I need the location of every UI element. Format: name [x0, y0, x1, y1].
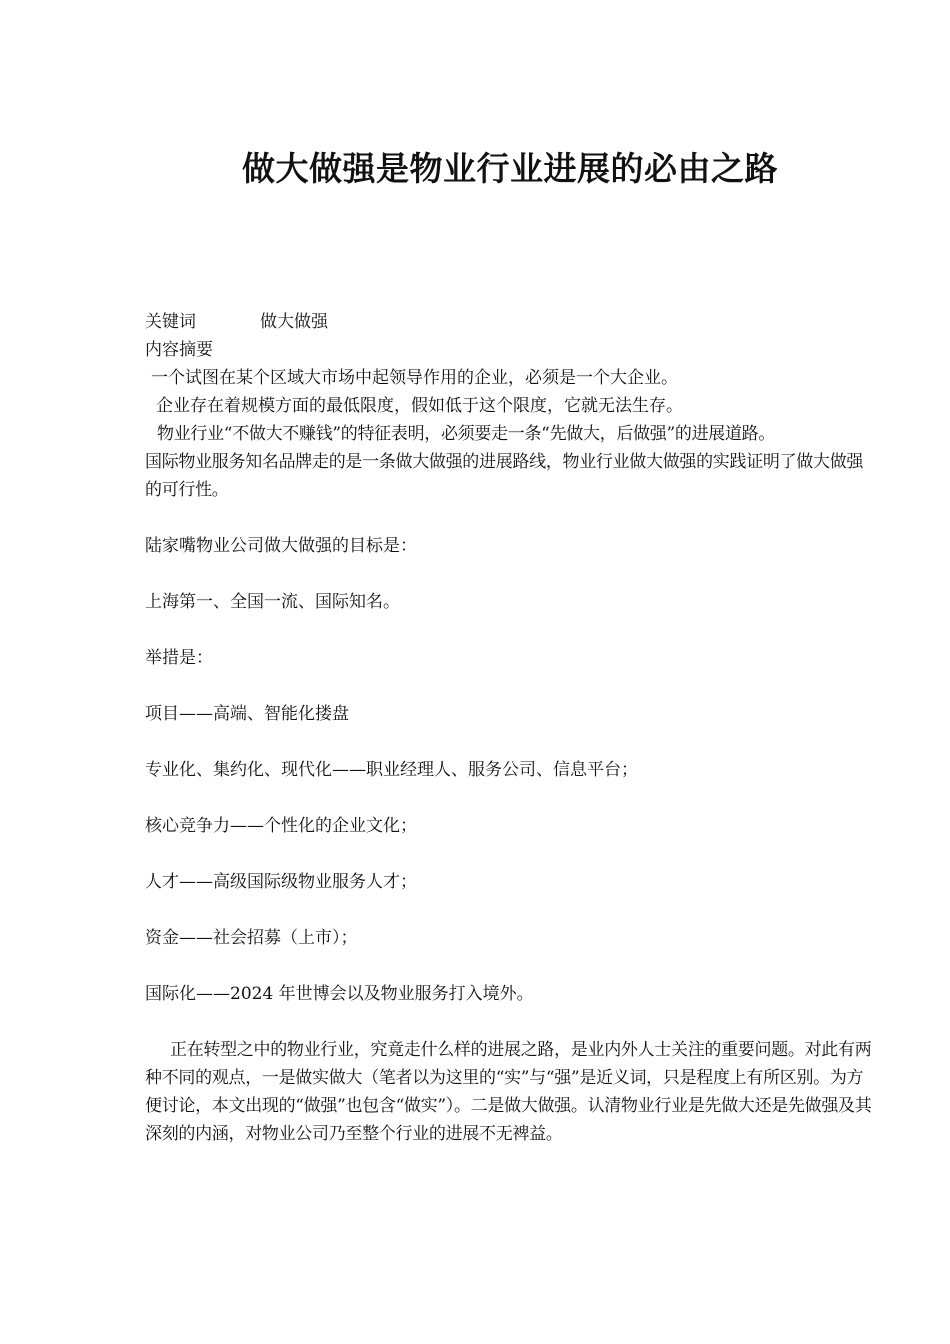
- measure-item: 项目——高端、智能化搂盘: [145, 704, 349, 724]
- measure-item: 国际化——2024 年世博会以及物业服务打入境外。: [145, 984, 534, 1004]
- keywords-row: [145, 308, 873, 336]
- keywords-label: 关键词: [145, 312, 196, 332]
- abstract-line: 企业存在着规模方面的最低限度，假如低于这个限度，它就无法生存。: [156, 396, 683, 416]
- measure-item: 核心竞争力——个性化的企业文化；: [145, 816, 417, 836]
- goal-intro: 陆家嘴物业公司做大做强的目标是：: [145, 536, 417, 556]
- abstract-line: 物业行业“不做大不赚钱”的特征表明，必须要走一条“先做大，后做强”的进展道路。: [157, 424, 776, 444]
- abstract-line: 国际物业服务知名品牌走的是一条做大做强的进展路线，物业行业做大做强的实践证明了做大做强的可行性。: [145, 452, 864, 500]
- document-title: 做大做强是物业行业进展的必由之路: [242, 149, 778, 188]
- keywords-value: 做大做强: [260, 312, 328, 332]
- measure-item: 人才——高级国际级物业服务人才；: [145, 872, 417, 892]
- document-body: [145, 308, 873, 1148]
- abstract-heading: 内容摘要: [145, 340, 213, 360]
- measure-item: 专业化、集约化、现代化——职业经理人、服务公司、信息平台；: [145, 760, 638, 780]
- measure-item: 资金——社会招募（上市）；: [145, 928, 358, 948]
- goal-statement: 上海第一、全国一流、国际知名。: [145, 592, 400, 612]
- body-paragraph: 正在转型之中的物业行业，究竟走什么样的进展之路，是业内外人士关注的重要问题。对此有两种不同的观点，一是做实做大（笔者以为这里的“实”与“强”是近义词，只是程度上有所区别。为方便讨论，本文出现的“做强”也包含“做实”）。二是做大做强。认清物业行业是先做大还是先做强及其深刻的内涵，对物业公司乃至整个行业的进展不无裨益。: [145, 1040, 872, 1144]
- measures-heading: 举措是：: [145, 648, 213, 668]
- abstract-line: 一个试图在某个区域大市场中起领导作用的企业，必须是一个大企业。: [151, 368, 678, 388]
